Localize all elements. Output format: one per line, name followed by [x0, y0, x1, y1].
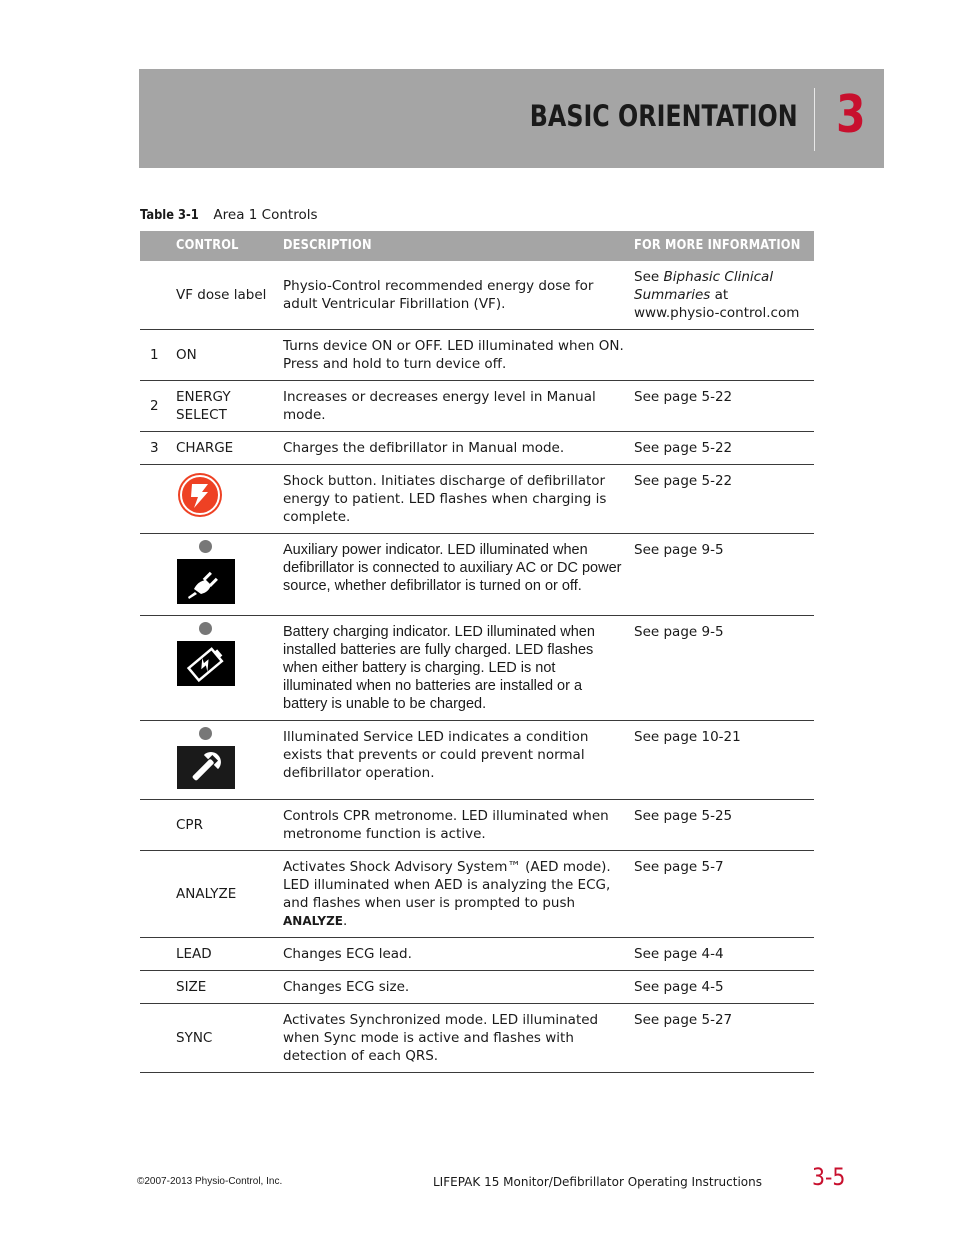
led-indicator-icon — [199, 540, 212, 553]
row-description: Changes ECG size. — [283, 971, 634, 1004]
footer-copyright: ©2007-2013 Physio-Control, Inc. — [137, 1176, 283, 1187]
table-row — [140, 534, 814, 616]
auxiliary-power-plug-icon — [177, 559, 235, 604]
row-number — [140, 800, 176, 851]
table-row — [140, 432, 814, 465]
chapter-number: 3 — [836, 85, 866, 145]
wrench-service-icon — [177, 746, 235, 789]
table-row — [140, 971, 814, 1004]
row-number: 2 — [140, 381, 176, 432]
row-control-icon — [140, 616, 283, 721]
area-1-controls-table — [140, 231, 814, 1073]
header-description: DESCRIPTION — [283, 231, 634, 261]
row-more-info: See page 10-21 — [634, 721, 814, 800]
row-number — [140, 1004, 176, 1073]
row-number — [140, 971, 176, 1004]
footer-page-number: 3-5 — [812, 1163, 846, 1191]
row-description: Shock button. Initiates discharge of defibrillator energy to patient. LED flashes when charging is complete. — [283, 465, 634, 534]
row-more-info: See page 5-22 — [634, 381, 814, 432]
row-description: Activates Synchronized mode. LED illuminated when Sync mode is active and flashes with detection of each QRS. — [283, 1004, 634, 1073]
header-more-info: FOR MORE INFORMATION — [634, 231, 814, 261]
row-more-info: See page 9-5 — [634, 534, 814, 616]
table-row — [140, 938, 814, 971]
row-description: Activates Shock Advisory System™ (AED mode). LED illuminated when AED is analyzing the ECG, and flashes when user is prompted to push ANALYZE. — [283, 851, 634, 938]
row-control-icon — [140, 534, 283, 616]
table-row — [140, 330, 814, 381]
header-control: CONTROL — [176, 231, 283, 261]
table-row — [140, 261, 814, 330]
row-number — [140, 851, 176, 938]
chapter-header-band — [139, 69, 884, 168]
led-indicator-icon — [199, 622, 212, 635]
row-description: Battery charging indicator. LED illuminated when installed batteries are fully charged. LED flashes when either battery is charging. LED is not illuminated when no batteries are installed or a battery is unable to be charged. — [283, 616, 634, 721]
row-control: CPR — [176, 800, 283, 851]
row-control: LEAD — [176, 938, 283, 971]
row-description: Changes ECG lead. — [283, 938, 634, 971]
row-more-info: See Biphasic Clinical Summaries at www.physio-control.com — [634, 261, 814, 330]
table-header-row — [140, 231, 814, 261]
row-description: Increases or decreases energy level in Manual mode. — [283, 381, 634, 432]
table-row — [140, 851, 814, 938]
chapter-divider — [814, 88, 815, 151]
table-row — [140, 616, 814, 721]
table-caption-number: Table 3-1 — [140, 207, 199, 223]
chapter-title: BASIC ORIENTATION — [530, 99, 798, 133]
row-control: CHARGE — [176, 432, 283, 465]
biphasic-summaries-title: Biphasic Clinical Summaries — [634, 269, 774, 303]
row-more-info: See page 5-22 — [634, 432, 814, 465]
row-control: SYNC — [176, 1004, 283, 1073]
table-row — [140, 800, 814, 851]
row-control-icon — [140, 721, 283, 800]
row-more-info: See page 9-5 — [634, 616, 814, 721]
row-control: ON — [176, 330, 283, 381]
footer-document-title: LIFEPAK 15 Monitor/Defibrillator Operating Instructions — [433, 1174, 762, 1189]
led-indicator-icon — [199, 727, 212, 740]
row-number: 3 — [140, 432, 176, 465]
table-row — [140, 1004, 814, 1073]
table-caption-text: Area 1 Controls — [213, 207, 318, 223]
table-caption — [140, 207, 318, 223]
row-control: SIZE — [176, 971, 283, 1004]
row-description: Physio-Control recommended energy dose for adult Ventricular Fibrillation (VF). — [283, 261, 634, 330]
row-description: Illuminated Service LED indicates a condition exists that prevents or could prevent normal defibrillator operation. — [283, 721, 634, 800]
row-more-info: See page 5-27 — [634, 1004, 814, 1073]
row-description: Controls CPR metronome. LED illuminated when metronome function is active. — [283, 800, 634, 851]
row-more-info: See page 4-4 — [634, 938, 814, 971]
row-description: Turns device ON or OFF. LED illuminated when ON. Press and hold to turn device off. — [283, 330, 634, 381]
table-row — [140, 381, 814, 432]
row-more-info: See page 5-25 — [634, 800, 814, 851]
header-spacer — [140, 231, 176, 261]
table-row — [140, 465, 814, 534]
row-control: VF dose label — [176, 261, 283, 330]
analyze-keyword: ANALYZE — [283, 914, 343, 928]
row-control-icon — [140, 465, 283, 534]
table-row — [140, 721, 814, 800]
row-number: 1 — [140, 330, 176, 381]
shock-button-icon — [177, 472, 223, 518]
row-more-info: See page 5-22 — [634, 465, 814, 534]
battery-charging-icon — [177, 641, 235, 686]
row-more-info — [634, 330, 814, 381]
row-number — [140, 938, 176, 971]
row-control: ENERGY SELECT — [176, 381, 283, 432]
row-more-info: See page 5-7 — [634, 851, 814, 938]
row-description: Auxiliary power indicator. LED illuminated when defibrillator is connected to auxiliary AC or DC power source, whether defibrillator is turned on or off. — [283, 534, 634, 616]
row-control: ANALYZE — [176, 851, 283, 938]
row-number — [140, 261, 176, 330]
row-more-info: See page 4-5 — [634, 971, 814, 1004]
row-description: Charges the defibrillator in Manual mode. — [283, 432, 634, 465]
